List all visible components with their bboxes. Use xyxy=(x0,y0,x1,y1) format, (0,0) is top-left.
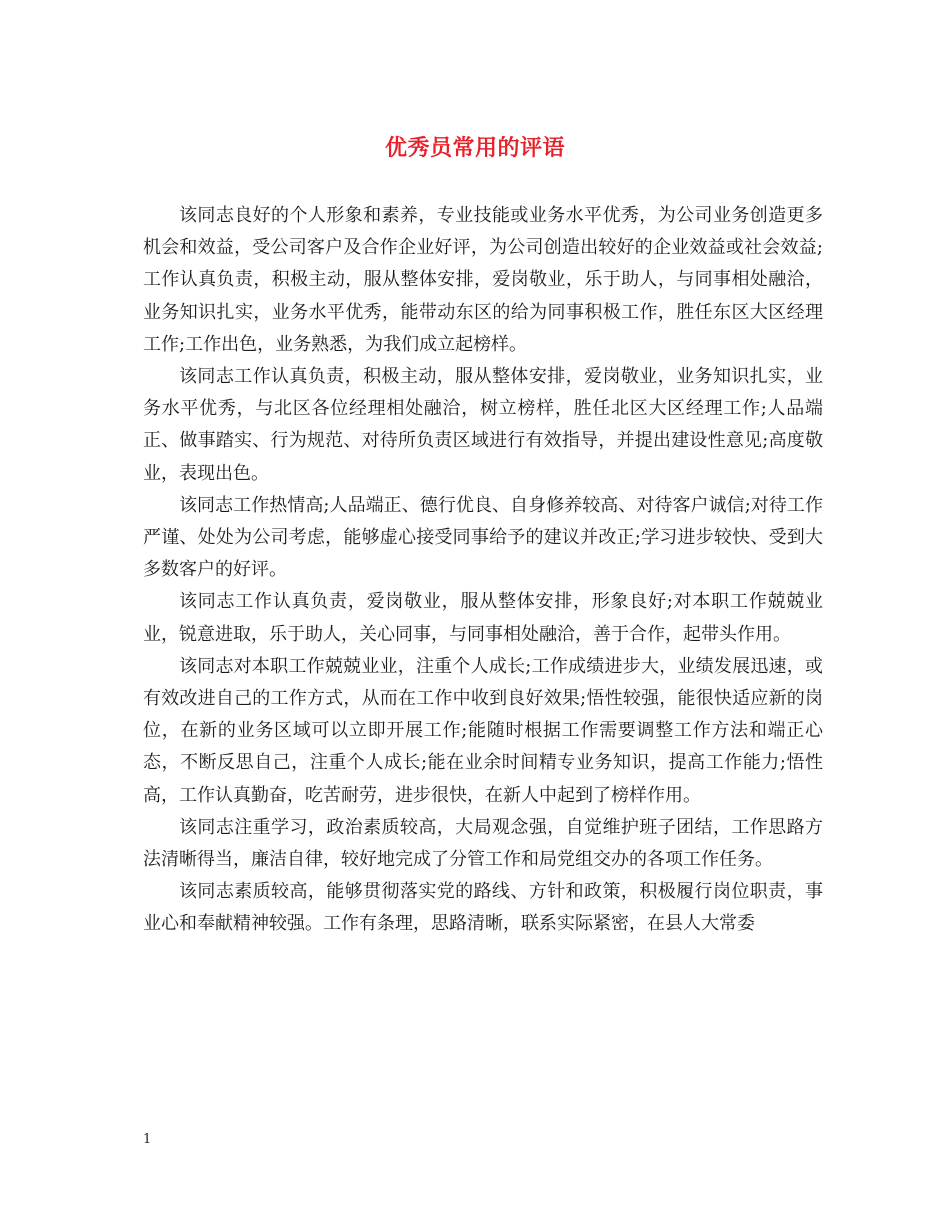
paragraph-6: 该同志注重学习，政治素质较高，大局观念强，自觉维护班子团结，工作思路方法清晰得当，廉洁自律，较好地完成了分管工作和局党组交办的各项工作任务。 xyxy=(143,816,823,871)
document-title: 优秀员常用的评语 xyxy=(384,135,565,161)
document-body xyxy=(143,200,823,941)
paragraph-5: 该同志对本职工作兢兢业业，注重个人成长;工作成绩进步大，业绩发展迅速，或有效改进自己的工作方式，从而在工作中收到良好效果;悟性较强，能很快适应新的岗位，在新的业务区域可以立即开展工作;能随时根据工作需要调整工作方法和端正心态，不断反思自己，注重个人成长;能在业余时间精专业务知识，提高工作能力;悟性高，工作认真勤奋，吃苦耐劳，进步很快，在新人中起到了榜样作用。 xyxy=(143,655,823,806)
paragraph-3: 该同志工作热情高;人品端正、德行优良、自身修养较高、对待客户诚信;对待工作严谨、处处为公司考虑，能够虚心接受同事给予的建议并改正;学习进步较快、受到大多数客户的好评。 xyxy=(143,494,823,581)
paragraph-7: 该同志素质较高，能够贯彻落实党的路线、方针和政策，积极履行岗位职责，事业心和奉献精神较强。工作有条理，思路清晰，联系实际紧密，在县人大常委 xyxy=(143,881,823,935)
paragraph-4: 该同志工作认真负责，爱岗敬业，服从整体安排，形象良好;对本职工作兢兢业业，锐意进取，乐于助人，关心同事，与同事相处融洽，善于合作，起带头作用。 xyxy=(143,591,823,645)
paragraph-2: 该同志工作认真负责，积极主动，服从整体安排，爱岗敬业，业务知识扎实，业务水平优秀，与北区各位经理相处融洽，树立榜样，胜任北区大区经理工作;人品端正、做事踏实、行为规范、对待所负责区域进行有效指导，并提出建设性意见;高度敬业，表现出色。 xyxy=(143,366,823,484)
paragraph-1: 该同志良好的个人形象和素养，专业技能或业务水平优秀，为公司业务创造更多机会和效益，受公司客户及合作企业好评，为公司创造出较好的企业效益或社会效益;工作认真负责，积极主动，服从整体安排，爱岗敬业，乐于助人，与同事相处融洽，业务知识扎实，业务水平优秀，能带动东区的给为同事积极工作，胜任东区大区经理工作;工作出色，业务熟悉，为我们成立起榜样。 xyxy=(143,205,823,355)
page-number: 1 xyxy=(143,1132,152,1147)
